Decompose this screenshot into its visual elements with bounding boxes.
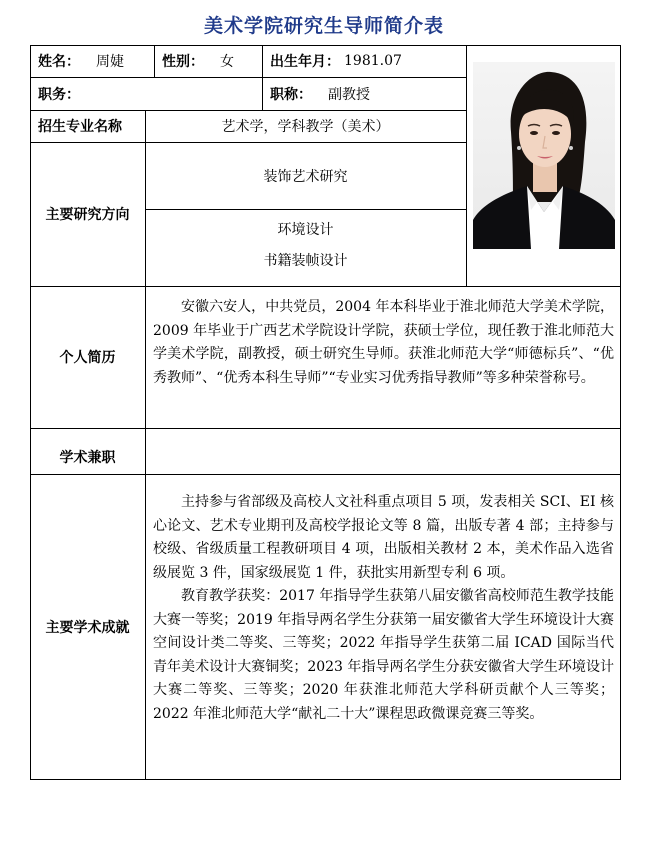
post-field (38, 77, 96, 110)
major-value: 艺术学，学科教学（美术） (221, 119, 390, 135)
bio-text: 安徽六安人，中共党员，2004 年本科毕业于淮北师范大学美术学院，2009 年毕业于广西艺术学院设计学院，获硕士学位，现任教于淮北师范大学美术学院，副教授，硕士研究生导师。获淮北师范大学“师德标兵”、“优秀教师”、“优秀本科生导师”“专业实习优秀指导教师”等多种荣誉称号。 (153, 299, 614, 386)
rank-value: 副教授 (328, 86, 370, 103)
gender-value: 女 (220, 54, 234, 70)
research-label-cell (30, 142, 145, 286)
rank-field (270, 77, 370, 110)
major-value-cell (145, 110, 466, 142)
research-item (145, 248, 466, 272)
major-label: 招生专业名称 (38, 119, 122, 135)
page-title: 美术学院研究生导师简介表 (203, 15, 444, 37)
birth-field (270, 45, 402, 77)
achievements-label: 主要学术成就 (45, 619, 130, 636)
name-field (38, 45, 124, 77)
research-item-3: 书籍装帧设计 (263, 253, 348, 269)
achievements-content (153, 491, 614, 726)
achievements-label-cell (30, 474, 145, 779)
research-label: 主要研究方向 (45, 207, 130, 223)
post-label: 职务： (38, 86, 80, 103)
birth-value: 1981.07 (344, 53, 402, 69)
portrait-icon (473, 62, 615, 249)
academic-post-label-cell (30, 440, 145, 474)
major-label-cell (38, 110, 122, 142)
name-value: 周婕 (96, 54, 124, 70)
name-label: 姓名： (38, 54, 80, 70)
research-item (145, 142, 466, 209)
rank-label: 职称： (270, 86, 312, 103)
bio-label-cell (30, 286, 145, 428)
achievements-paragraph-2: 教育教学获奖：2017 年指导学生获第八届安徽省高校师范生教学技能大赛一等奖；2019 年指导两名学生分获第一届安徽省大学生环境设计大赛空间设计类二等奖、三等奖；2022 年指导学生获第二届 ICAD 国际当代青年美术设计大赛铜奖；2023 年指导两名学生分获安徽省大学生环境设计大赛二等奖、三等奖；2020 年获淮北师范大学科研贡献个人三等奖；2022 年淮北师范大学“献礼二十大”课程思政微课竞赛三等奖。 (153, 588, 614, 722)
birth-label: 出生年月： (270, 54, 340, 70)
portrait-photo (473, 62, 615, 249)
research-item-1: 装饰艺术研究 (263, 168, 348, 185)
research-item-2: 环境设计 (277, 222, 334, 238)
research-item (145, 217, 466, 241)
bio-label: 个人简历 (59, 350, 116, 366)
achievements-paragraph-1: 主持参与省部级及高校人文社科重点项目 5 项，发表相关 SCI、EI 核心论文、艺术专业期刊及高校学报论文等 8 篇，出版专著 4 部；主持参与校级、省级质量工程教研项目 4 项，出版相关教材 2 本，美术作品入选省级展览 3 件，国家级展览 1 件，获批实用新型专利 6 项。 (153, 494, 614, 581)
academic-post-label: 学术兼职 (59, 450, 116, 466)
gender-field (162, 45, 234, 77)
gender-label: 性别： (162, 54, 204, 70)
